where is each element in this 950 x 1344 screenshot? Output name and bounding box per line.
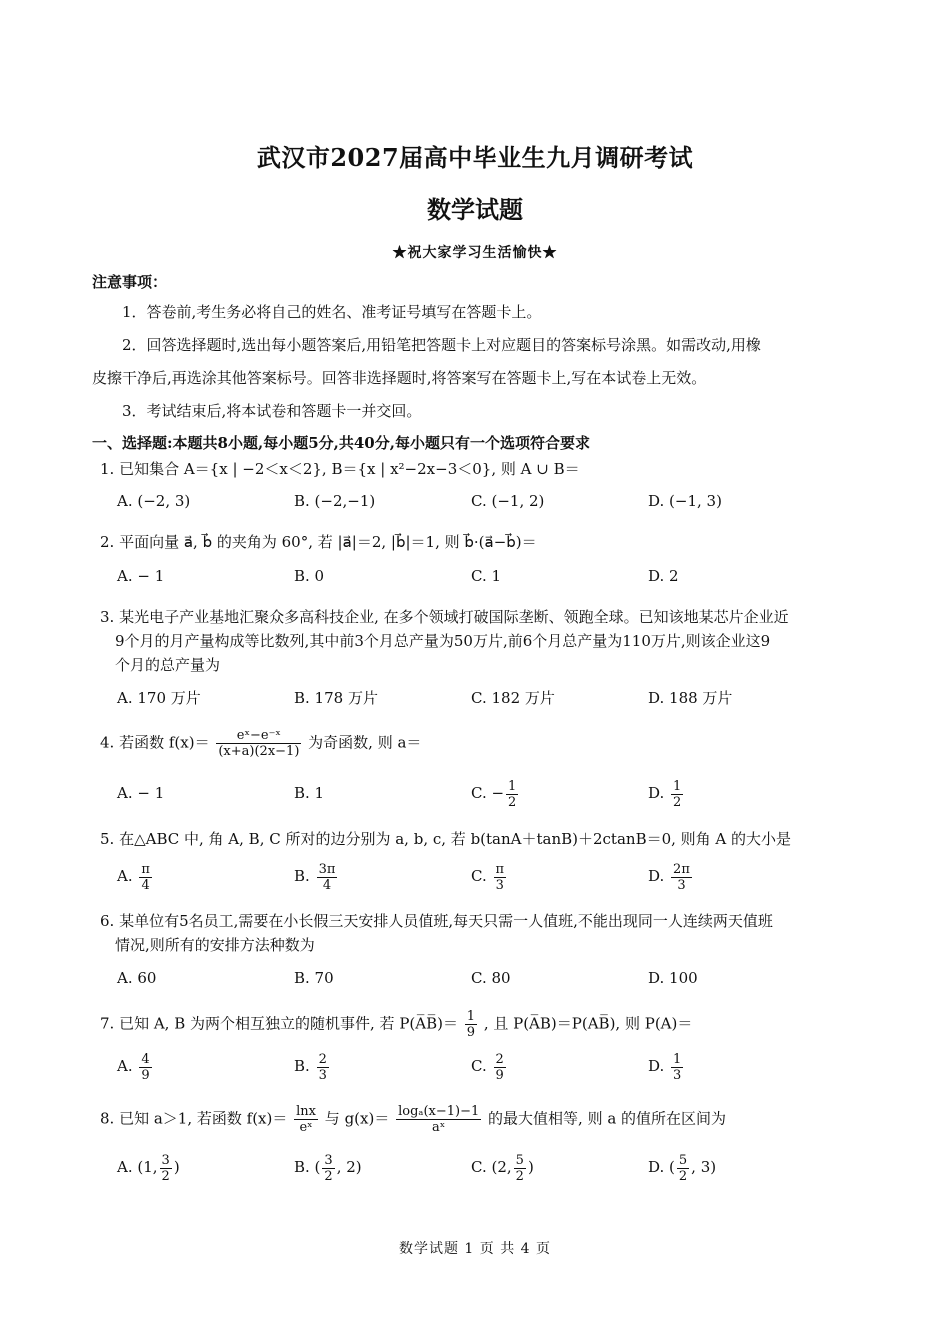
exam-subtitle: 数学试题 [427, 195, 523, 224]
option-label: D. [648, 784, 665, 802]
option-fraction [677, 1153, 689, 1184]
option-d[interactable] [648, 861, 694, 893]
question-7 [100, 1009, 865, 1040]
question-6-line-1: 6. 某单位有5名员工,需要在小长假三天安排人员值班,每天只需一人值班,不能出现同一人连续两天值班 [100, 912, 773, 930]
option-c[interactable] [471, 1051, 508, 1083]
fraction-denominator: 3 [673, 1067, 682, 1083]
fraction-denominator: 4 [322, 877, 332, 893]
option-b[interactable] [294, 1152, 362, 1184]
fraction-numerator: eˣ−e⁻ˣ [216, 728, 301, 744]
question-4-fraction [216, 728, 301, 759]
question-8 [100, 1104, 865, 1135]
option-d[interactable]: D. 2 [648, 567, 679, 585]
option-label: D. [648, 1057, 665, 1075]
fraction-denominator: 9 [141, 1067, 150, 1083]
option-label: C. − [471, 784, 505, 802]
option-label: A. [117, 1057, 133, 1075]
option-b[interactable] [294, 1051, 331, 1083]
option-a[interactable] [117, 1152, 180, 1184]
fraction-denominator: 3 [677, 877, 686, 893]
note-1: 1．答卷前,考生务必将自己的姓名、准考证号填写在答题卡上。 [122, 303, 542, 321]
option-label: A. (1, [117, 1158, 158, 1176]
question-8-mid: 与 g(x)＝ [324, 1109, 390, 1128]
option-b[interactable]: B. 1 [294, 784, 325, 802]
option-fraction [139, 862, 152, 893]
option-label: B. [294, 867, 310, 885]
question-5-options [117, 861, 857, 891]
option-fraction [139, 1052, 151, 1083]
question-6-options [117, 963, 857, 993]
question-4-prefix: 4. 若函数 f(x)＝ [100, 733, 210, 752]
question-7-options [117, 1051, 857, 1081]
fraction-denominator: 2 [161, 1168, 170, 1184]
note-2a: 2．回答选择题时,选出每小题答案后,用铅笔把答题卡上对应题目的答案标号涂黑。如需改动,用橡 [122, 336, 761, 354]
fraction-numerator: π [495, 861, 505, 877]
fraction-numerator: 3 [324, 1152, 333, 1168]
fraction-numerator: 2 [318, 1051, 327, 1067]
fraction-denominator: 3 [495, 877, 504, 893]
fraction-numerator: 1 [673, 1051, 682, 1067]
fraction-numerator: 2 [495, 1051, 504, 1067]
option-tail: ) [527, 1158, 534, 1176]
question-1: 1. 已知集合 A＝{x | −2＜x＜2}, B＝{x | x²−2x−3＜0}, 则 A ∪ B＝ [100, 460, 580, 478]
g-fraction [396, 1104, 481, 1135]
note-2b: 皮擦干净后,再选涂其他答案标号。回答非选择题时,将答案写在答题卡上,写在本试卷上无效。 [92, 369, 707, 387]
option-label: C. (2, [471, 1158, 512, 1176]
exam-title: 武汉市2027届高中毕业生九月调研考试 [256, 143, 694, 172]
fraction-numerator: 2π [673, 861, 690, 877]
question-7-prefix: 7. 已知 A, B 为两个相互独立的随机事件, 若 P(A̅B̅)＝ [100, 1014, 458, 1033]
question-4 [100, 728, 865, 759]
option-a[interactable] [117, 861, 154, 893]
option-label: B. ( [294, 1158, 321, 1176]
fraction-numerator: 3π [318, 861, 336, 877]
question-7-fraction [465, 1009, 477, 1040]
fraction-numerator: 1 [673, 778, 682, 794]
fraction-denominator: 9 [466, 1025, 476, 1040]
option-d[interactable]: D. 100 [648, 969, 698, 987]
option-label: C. [471, 1057, 487, 1075]
fraction-denominator: 4 [141, 877, 150, 893]
option-c[interactable] [471, 778, 520, 810]
question-4-suffix: 为奇函数, 则 a＝ [308, 733, 422, 752]
option-c[interactable] [471, 861, 508, 893]
question-8-options [117, 1152, 857, 1182]
question-8-suffix: 的最大值相等, 则 a 的值所在区间为 [488, 1109, 727, 1128]
question-4-options [117, 778, 857, 808]
question-8-prefix: 8. 已知 a＞1, 若函数 f(x)＝ [100, 1109, 288, 1128]
fraction-numerator: 1 [466, 1009, 476, 1024]
option-label: C. [471, 867, 487, 885]
option-fraction [671, 779, 683, 810]
option-fraction [514, 1153, 526, 1184]
option-a[interactable]: A. (−2, 3) [117, 492, 191, 510]
option-fraction [671, 1052, 683, 1083]
fraction-denominator: aˣ [432, 1120, 446, 1135]
option-label: B. [294, 1057, 310, 1075]
question-3 [100, 605, 865, 677]
fraction-denominator: 2 [678, 1168, 688, 1184]
option-label: D. [648, 867, 665, 885]
question-2-options [117, 561, 857, 591]
note-3: 3．考试结束后,将本试卷和答题卡一并交回。 [122, 402, 422, 420]
option-tail: , 3) [691, 1158, 717, 1176]
option-b[interactable]: B. 178 万片 [294, 689, 378, 707]
option-label: A. [117, 867, 133, 885]
option-b[interactable]: B. (−2,−1) [294, 492, 376, 510]
option-fraction [494, 1052, 506, 1083]
option-a[interactable] [117, 1051, 154, 1083]
page-footer: 数学试题 1 页 共 4 页 [398, 1241, 552, 1257]
fraction-numerator: 4 [141, 1051, 150, 1067]
option-d[interactable] [648, 1152, 716, 1184]
option-fraction [671, 862, 692, 893]
question-6-line-2: 情况,则所有的安排方法种数为 [115, 936, 315, 954]
question-6 [100, 909, 865, 957]
fraction-numerator: 3 [161, 1152, 170, 1168]
option-d[interactable] [648, 1051, 685, 1083]
option-c[interactable] [471, 1152, 534, 1184]
option-d[interactable]: D. (−1, 3) [648, 492, 722, 510]
fraction-denominator: eˣ [299, 1120, 313, 1135]
question-3-line-2: 9个月的月产量构成等比数列,其中前3个月总产量为50万片,前6个月总产量为110万片,则该企业这9 [115, 632, 771, 650]
question-1-options [117, 486, 857, 516]
option-d[interactable] [648, 778, 685, 810]
fraction-numerator: 1 [508, 778, 517, 794]
option-a[interactable]: A. 60 [117, 969, 157, 987]
fraction-numerator: π [141, 861, 150, 877]
option-c[interactable]: C. 182 万片 [471, 689, 555, 707]
option-d[interactable]: D. 188 万片 [648, 689, 733, 707]
fraction-denominator: 2 [324, 1168, 333, 1184]
question-7-suffix: , 且 P(A̅B)＝P(AB̅), 则 P(A)＝ [483, 1014, 693, 1033]
question-3-line-3: 个月的总产量为 [115, 656, 221, 674]
section-heading: 一、选择题:本题共8小题,每小题5分,共40分,每小题只有一个选项符合要求 [92, 434, 590, 452]
fraction-denominator: 2 [515, 1168, 524, 1184]
option-a[interactable]: A. 170 万片 [117, 689, 201, 707]
option-b[interactable] [294, 861, 339, 893]
f-fraction [294, 1104, 318, 1135]
fraction-numerator: lnx [296, 1104, 317, 1119]
fraction-numerator: logₐ(x−1)−1 [398, 1104, 480, 1119]
fraction-numerator: 5 [678, 1152, 688, 1168]
question-3-line-1: 3. 某光电子产业基地汇聚众多高科技企业, 在多个领域打破国际垄断、领跑全球。已知该地某芯片企业近 [100, 608, 789, 626]
fraction-denominator: 2 [673, 794, 682, 810]
fraction-denominator: 3 [318, 1067, 327, 1083]
fraction-numerator: 5 [515, 1152, 524, 1168]
question-5: 5. 在△ABC 中, 角 A, B, C 所对的边分别为 a, b, c, 若 b(tanA＋tanB)＋2ctanB＝0, 则角 A 的大小是 [100, 830, 792, 848]
option-c[interactable]: C. (−1, 2) [471, 492, 545, 510]
option-fraction [160, 1153, 172, 1184]
option-b[interactable]: B. 70 [294, 969, 334, 987]
fraction-denominator: 9 [495, 1067, 504, 1083]
option-a[interactable]: A. − 1 [117, 784, 165, 802]
option-fraction [494, 862, 507, 893]
motto: ★祝大家学习生活愉快★ [392, 245, 558, 261]
fraction-denominator: 2 [508, 794, 517, 810]
fraction-denominator: (x+a)(2x−1) [218, 744, 300, 759]
option-tail: , 2) [336, 1158, 362, 1176]
option-b[interactable]: B. 0 [294, 567, 325, 585]
question-2: 2. 平面向量 a⃗, b⃗ 的夹角为 60°, 若 |a⃗|＝2, |b⃗|＝1, 则 b⃗·(a⃗−b⃗)＝ [100, 533, 537, 551]
option-label: D. ( [648, 1158, 675, 1176]
notes-heading: 注意事项： [92, 273, 168, 291]
option-fraction [506, 779, 518, 810]
option-c[interactable]: C. 1 [471, 567, 502, 585]
option-tail: ) [173, 1158, 180, 1176]
option-fraction [322, 1153, 334, 1184]
option-c[interactable]: C. 80 [471, 969, 511, 987]
option-a[interactable]: A. − 1 [117, 567, 165, 585]
option-fraction [317, 1052, 329, 1083]
question-3-options [117, 683, 857, 713]
option-fraction [317, 862, 338, 893]
